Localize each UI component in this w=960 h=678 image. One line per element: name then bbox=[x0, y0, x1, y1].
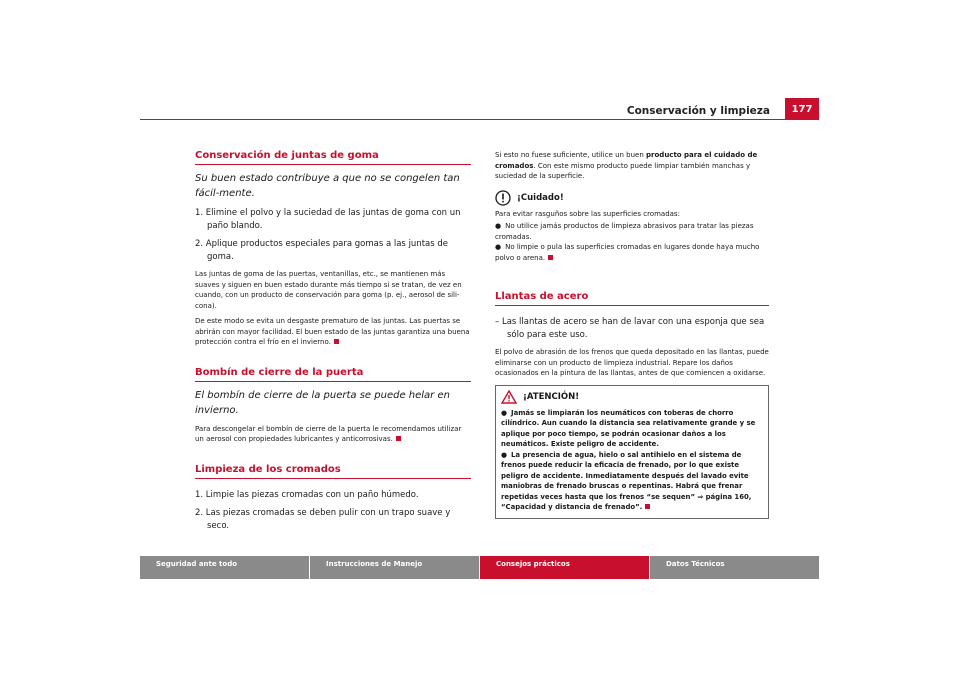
end-of-section-mark bbox=[396, 436, 401, 441]
warning-box bbox=[495, 385, 769, 519]
step-1: 1. Limpie las piezas cromadas con un paño húmedo. bbox=[195, 489, 419, 500]
caution-bullet bbox=[495, 221, 769, 242]
bullet-text: No limpie o pula las superficies cromadas en lugares donde haya mucho polvo o arena. bbox=[495, 243, 760, 262]
caution-heading bbox=[495, 190, 769, 206]
step-2: 2. Las piezas cromadas se deben pulir con un trapo suave y seco. bbox=[195, 508, 451, 531]
bullet-text: La presencia de agua, hielo o sal antihielo en el sistema de frenos puede reducir la eficacia de frenado, por lo que existe peligro de accidente. Inmediatamente después del lavado evite maniobras de frenado bruscas o repentinas. Habrá que frenar repetidas veces hasta que los frenos “se sequen” bbox=[501, 450, 749, 501]
bullet-icon: ● bbox=[495, 222, 502, 230]
step-2: 2. Aplique productos especiales para gomas a las juntas de goma. bbox=[195, 239, 448, 262]
page-number: 177 bbox=[785, 98, 819, 120]
caution-icon bbox=[495, 190, 511, 206]
footer-tab-instrucciones[interactable]: Instrucciones de Manejo bbox=[310, 556, 479, 579]
paragraph-text: De este modo se evita un desgaste prematuro de las juntas. Las puertas se abrirán con mayor facilidad. El buen estado de las juntas garantiza una buena protección contra el frío en el invierno. bbox=[195, 317, 470, 346]
caution-bullet bbox=[495, 242, 769, 263]
bullet-icon: ● bbox=[501, 408, 508, 417]
footer-tab-datos[interactable]: Datos Técnicos bbox=[650, 556, 819, 579]
section-subtitle-rubber-seals: Su buen estado contribuye a que no se congelen tan fácil-mente. bbox=[195, 173, 460, 199]
paragraph-text: . Con este mismo producto puede limpiar también manchas y suciedad de la superficie. bbox=[495, 161, 751, 180]
bullet-text: Jamás se limpiarán los neumáticos con toberas de chorro cilíndrico. Aun cuando la distancia sea relativamente grande y se aplique por poco tiempo, se podrán ocasionar daños a los neumáticos. Existe peligro de accidente. bbox=[501, 408, 756, 448]
bullet-icon: ● bbox=[501, 450, 508, 459]
caution-title: ¡Cuidado! bbox=[517, 192, 564, 203]
footer-tab-seguridad[interactable]: Seguridad ante todo bbox=[140, 556, 309, 579]
warning-bullet bbox=[501, 450, 763, 513]
header-rule bbox=[140, 119, 819, 120]
footer-tab-consejos[interactable]: Consejos prácticos bbox=[480, 556, 649, 579]
paragraph bbox=[495, 150, 769, 182]
right-column bbox=[495, 150, 769, 519]
section-subtitle-door-lock: El bombín de cierre de la puerta se puede helar en invierno. bbox=[195, 389, 450, 416]
paragraph bbox=[195, 424, 471, 445]
bullet-icon: ● bbox=[495, 243, 502, 251]
paragraph-text: Para descongelar el bombín de cierre de la puerta le recomendamos utilizar un aerosol con propiedades lubricantes y anticorrosivas. bbox=[195, 424, 462, 443]
section-title-door-lock: Bombín de cierre de la puerta bbox=[195, 367, 471, 382]
caution-lead: Para evitar rasguños sobre las superficies cromadas: bbox=[495, 209, 680, 218]
warning-heading bbox=[501, 390, 763, 404]
end-of-section-mark bbox=[645, 504, 650, 509]
warning-title: ¡ATENCIÓN! bbox=[523, 391, 580, 402]
end-of-section-mark bbox=[334, 339, 339, 344]
paragraph: El polvo de abrasión de los frenos que queda depositado en las llantas, puede eliminarse con un producto de limpieza industrial. Repare los daños ocasionados en la pintura de las llantas, antes de que comiencen a oxidarse. bbox=[495, 348, 769, 377]
warning-triangle-icon bbox=[501, 390, 517, 404]
paragraph-text: Si esto no fuese suficiente, utilice un buen bbox=[495, 151, 647, 159]
emphasis-text: producto para el cuidado de cromados bbox=[495, 151, 758, 170]
page-reference-link[interactable]: ⇒ página 160, “Capacidad y distancia de frenado”. bbox=[501, 492, 752, 511]
step-1: 1. Elimine el polvo y la suciedad de las juntas de goma con un paño blando. bbox=[195, 208, 461, 231]
end-of-section-mark bbox=[548, 255, 553, 260]
step-dash: – Las llantas de acero se han de lavar con una esponja que sea sólo para este uso. bbox=[495, 317, 765, 340]
section-title-rubber-seals: Conservación de juntas de goma bbox=[195, 150, 471, 165]
warning-bullet bbox=[501, 408, 763, 450]
section-title-chrome: Limpieza de los cromados bbox=[195, 464, 471, 479]
left-column bbox=[195, 150, 471, 538]
paragraph: Las juntas de goma de las puertas, ventanillas, etc., se mantienen más suaves y siguen en buen estado durante más tiempo si se tratan, de vez en cuando, con un producto de conservación para goma (p. ej., aerosol de sili-cona). bbox=[195, 270, 462, 310]
bullet-text: No utilice jamás productos de limpieza abrasivos para tratar las piezas cromadas. bbox=[495, 222, 754, 241]
section-title-steel-wheels: Llantas de acero bbox=[495, 291, 769, 306]
paragraph bbox=[195, 316, 471, 348]
running-header-title: Conservación y limpieza bbox=[626, 105, 770, 117]
